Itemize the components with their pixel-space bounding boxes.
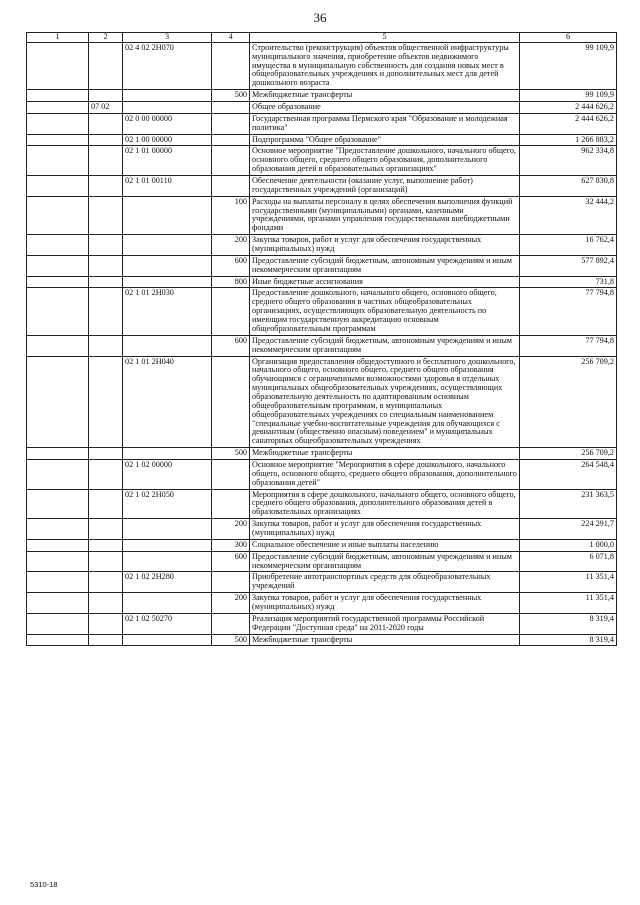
table-row — [27, 634, 617, 646]
expense-type-cell: 600 — [212, 551, 250, 572]
expense-type-cell — [212, 42, 250, 89]
amount-cell: 32 444,2 — [520, 196, 617, 234]
expense-type-cell — [212, 113, 250, 134]
expense-type-cell — [212, 134, 250, 146]
target-code-cell: 02 1 02 50270 — [123, 613, 212, 634]
target-code-cell: 02 1 01 2Н040 — [123, 356, 212, 448]
expense-type-cell: 600 — [212, 335, 250, 356]
column-header: 6 — [520, 33, 617, 43]
column-1-cell — [27, 113, 89, 134]
expense-type-cell: 500 — [212, 90, 250, 102]
column-1-cell — [27, 539, 89, 551]
expense-type-cell: 200 — [212, 235, 250, 256]
description-cell: Реализация мероприятий государственной программы Российской Федерации "Доступная среда" на 2011-2020 годы — [250, 613, 520, 634]
target-code-cell: 02 1 01 00000 — [123, 146, 212, 176]
table-row — [27, 519, 617, 540]
amount-cell: 962 334,8 — [520, 146, 617, 176]
target-code-cell — [123, 90, 212, 102]
section-code-cell — [89, 146, 123, 176]
column-header: 1 — [27, 33, 89, 43]
description-cell: Закупка товаров, работ и услуг для обеспечения государственных (муниципальных) нужд — [250, 519, 520, 540]
description-cell: Приобретение автотранспортных средств для общеобразовательных учреждений — [250, 572, 520, 593]
table-row — [27, 276, 617, 288]
column-header: 2 — [89, 33, 123, 43]
column-1-cell — [27, 235, 89, 256]
description-cell: Общее образование — [250, 102, 520, 114]
section-code-cell — [89, 572, 123, 593]
table-row — [27, 113, 617, 134]
target-code-cell — [123, 335, 212, 356]
section-code-cell — [89, 356, 123, 448]
amount-cell: 1 266 883,2 — [520, 134, 617, 146]
table-row — [27, 459, 617, 489]
table-row — [27, 90, 617, 102]
target-code-cell: 02 1 02 2Н280 — [123, 572, 212, 593]
description-cell: Межбюджетные трансферты — [250, 448, 520, 460]
column-1-cell — [27, 42, 89, 89]
section-code-cell — [89, 335, 123, 356]
section-code-cell — [89, 519, 123, 540]
column-1-cell — [27, 146, 89, 176]
amount-cell: 627 830,8 — [520, 176, 617, 197]
column-1-cell — [27, 593, 89, 614]
amount-cell: 2 444 626,2 — [520, 113, 617, 134]
amount-cell: 16 762,4 — [520, 235, 617, 256]
description-cell: Закупка товаров, работ и услуг для обеспечения государственных (муниципальных) нужд — [250, 593, 520, 614]
column-1-cell — [27, 459, 89, 489]
expense-type-cell — [212, 146, 250, 176]
description-cell: Межбюджетные трансферты — [250, 90, 520, 102]
section-code-cell — [89, 613, 123, 634]
section-code-cell — [89, 90, 123, 102]
table-row — [27, 489, 617, 519]
amount-cell: 256 709,2 — [520, 448, 617, 460]
description-cell: Основное мероприятие "Предоставление дошкольного, начального общего, основного общего, среднего общего образования, дополнительного образования детей в образовательных организациях" — [250, 146, 520, 176]
target-code-cell — [123, 102, 212, 114]
section-code-cell — [89, 196, 123, 234]
target-code-cell — [123, 255, 212, 276]
section-code-cell — [89, 593, 123, 614]
description-cell: Расходы на выплаты персоналу в целях обеспечения выполнения функций государственными (муниципальными) органами, казенными учреждениями, органами управления государственными внебюджетными фондами — [250, 196, 520, 234]
expense-type-cell — [212, 459, 250, 489]
column-1-cell — [27, 102, 89, 114]
description-cell: Государственная программа Пермского края "Образование и молодежная политика" — [250, 113, 520, 134]
table-row — [27, 288, 617, 335]
target-code-cell: 02 4 02 2Н070 — [123, 42, 212, 89]
target-code-cell — [123, 276, 212, 288]
target-code-cell — [123, 448, 212, 460]
description-cell: Межбюджетные трансферты — [250, 634, 520, 646]
section-code-cell — [89, 235, 123, 256]
target-code-cell: 02 1 02 00000 — [123, 459, 212, 489]
table-row — [27, 539, 617, 551]
section-code-cell — [89, 42, 123, 89]
section-code-cell — [89, 459, 123, 489]
section-code-cell — [89, 551, 123, 572]
table-row — [27, 176, 617, 197]
amount-cell: 577 892,4 — [520, 255, 617, 276]
target-code-cell — [123, 551, 212, 572]
expense-type-cell: 500 — [212, 634, 250, 646]
section-code-cell — [89, 176, 123, 197]
target-code-cell — [123, 519, 212, 540]
target-code-cell: 02 1 02 2Н050 — [123, 489, 212, 519]
budget-table — [26, 32, 617, 646]
description-cell: Иные бюджетные ассигнования — [250, 276, 520, 288]
column-1-cell — [27, 255, 89, 276]
target-code-cell: 02 1 00 00000 — [123, 134, 212, 146]
table-row — [27, 572, 617, 593]
amount-cell: 256 709,2 — [520, 356, 617, 448]
column-header: 4 — [212, 33, 250, 43]
table-row — [27, 196, 617, 234]
target-code-cell: 02 1 01 2Н030 — [123, 288, 212, 335]
expense-type-cell: 500 — [212, 448, 250, 460]
description-cell: Организация предоставления общедоступного и бесплатного дошкольного, начального общего, основного общего, среднего общего образования обучающимся с ограниченными возможностями здоровья в отдельных муниципальных общеобразовательных учреждениях, осуществляющих образовательную деятельность по адаптированным основным общеобразовательным программам, в муниципальных общеобразовательных учреждениях со специальным наименованием "специальные учебно-воспитательные учреждения для обучающихся с девиантным (общественно опасным) поведением" и муниципальных санаторных общеобразовательных учреждениях — [250, 356, 520, 448]
amount-cell: 264 548,4 — [520, 459, 617, 489]
expense-type-cell — [212, 572, 250, 593]
target-code-cell — [123, 196, 212, 234]
amount-cell: 99 109,9 — [520, 90, 617, 102]
description-cell: Закупка товаров, работ и услуг для обеспечения государственных (муниципальных) нужд — [250, 235, 520, 256]
target-code-cell — [123, 539, 212, 551]
column-1-cell — [27, 448, 89, 460]
table-row — [27, 255, 617, 276]
target-code-cell — [123, 235, 212, 256]
target-code-cell — [123, 634, 212, 646]
column-1-cell — [27, 572, 89, 593]
column-1-cell — [27, 276, 89, 288]
target-code-cell: 02 1 01 00110 — [123, 176, 212, 197]
column-1-cell — [27, 489, 89, 519]
table-header-row — [27, 33, 617, 43]
amount-cell: 6 071,8 — [520, 551, 617, 572]
target-code-cell — [123, 593, 212, 614]
description-cell: Предоставление дошкольного, начального общего, основного общего, среднего общего образования в частных общеобразовательных организациях, осуществляющих образовательную деятельность по имеющим государственную аккредитацию основным общеобразовательным программам — [250, 288, 520, 335]
amount-cell: 1 000,0 — [520, 539, 617, 551]
column-1-cell — [27, 613, 89, 634]
column-1-cell — [27, 196, 89, 234]
amount-cell: 11 351,4 — [520, 572, 617, 593]
expense-type-cell: 600 — [212, 255, 250, 276]
expense-type-cell — [212, 176, 250, 197]
expense-type-cell — [212, 288, 250, 335]
column-header: 5 — [250, 33, 520, 43]
description-cell: Подпрограмма "Общее образование" — [250, 134, 520, 146]
column-1-cell — [27, 288, 89, 335]
column-1-cell — [27, 134, 89, 146]
table-row — [27, 235, 617, 256]
description-cell: Основное мероприятие "Мероприятия в сфере дошкольного, начального общего, основного общего, среднего общего образования, дополнительного образования детей" — [250, 459, 520, 489]
column-1-cell — [27, 176, 89, 197]
table-row — [27, 593, 617, 614]
amount-cell: 731,8 — [520, 276, 617, 288]
amount-cell: 8 319,4 — [520, 634, 617, 646]
section-code-cell — [89, 113, 123, 134]
section-code-cell — [89, 276, 123, 288]
table-row — [27, 613, 617, 634]
description-cell: Предоставление субсидий бюджетным, автономным учреждениям и иным некоммерческим организациям — [250, 255, 520, 276]
expense-type-cell: 100 — [212, 196, 250, 234]
section-code-cell — [89, 255, 123, 276]
amount-cell: 99 109,9 — [520, 42, 617, 89]
table-row — [27, 42, 617, 89]
expense-type-cell — [212, 489, 250, 519]
description-cell: Мероприятия в сфере дошкольного, начального общего, основного общего, среднего общего образования, дополнительного образования детей в образовательных организациях — [250, 489, 520, 519]
amount-cell: 11 351,4 — [520, 593, 617, 614]
amount-cell: 2 444 626,2 — [520, 102, 617, 114]
column-1-cell — [27, 634, 89, 646]
expense-type-cell — [212, 356, 250, 448]
description-cell: Предоставление субсидий бюджетным, автономным учреждениям и иным некоммерческим организациям — [250, 335, 520, 356]
column-1-cell — [27, 90, 89, 102]
table-row — [27, 356, 617, 448]
section-code-cell: 07 02 — [89, 102, 123, 114]
column-1-cell — [27, 519, 89, 540]
table-row — [27, 102, 617, 114]
expense-type-cell: 200 — [212, 593, 250, 614]
expense-type-cell: 800 — [212, 276, 250, 288]
section-code-cell — [89, 448, 123, 460]
amount-cell: 8 319,4 — [520, 613, 617, 634]
description-cell: Предоставление субсидий бюджетным, автономным учреждениям и иным некоммерческим организациям — [250, 551, 520, 572]
amount-cell: 77 794,8 — [520, 288, 617, 335]
table-row — [27, 335, 617, 356]
section-code-cell — [89, 134, 123, 146]
column-1-cell — [27, 551, 89, 572]
expense-type-cell: 300 — [212, 539, 250, 551]
target-code-cell: 02 0 00 00000 — [123, 113, 212, 134]
section-code-cell — [89, 539, 123, 551]
section-code-cell — [89, 489, 123, 519]
amount-cell: 231 363,5 — [520, 489, 617, 519]
table-row — [27, 551, 617, 572]
expense-type-cell — [212, 613, 250, 634]
section-code-cell — [89, 288, 123, 335]
amount-cell: 224 291,7 — [520, 519, 617, 540]
column-header: 3 — [123, 33, 212, 43]
expense-type-cell: 200 — [212, 519, 250, 540]
table-row — [27, 448, 617, 460]
column-1-cell — [27, 356, 89, 448]
expense-type-cell — [212, 102, 250, 114]
footer-code: 5310-18 — [30, 880, 58, 889]
section-code-cell — [89, 634, 123, 646]
table-row — [27, 146, 617, 176]
column-1-cell — [27, 335, 89, 356]
description-cell: Обеспечение деятельности (оказание услуг, выполнение работ) государственных учреждений (организаций) — [250, 176, 520, 197]
description-cell: Социальное обеспечение и иные выплаты населению — [250, 539, 520, 551]
table-row — [27, 134, 617, 146]
amount-cell: 77 794,8 — [520, 335, 617, 356]
description-cell: Строительство (реконструкция) объектов общественной инфраструктуры муниципального значения, приобретение объектов недвижимого имущества в муниципальную собственность для создания новых мест в общеобразовательных учреждениях и дополнительных мест для детей дошкольного возраста — [250, 42, 520, 89]
page-number: 36 — [313, 10, 327, 25]
table-body — [27, 42, 617, 646]
